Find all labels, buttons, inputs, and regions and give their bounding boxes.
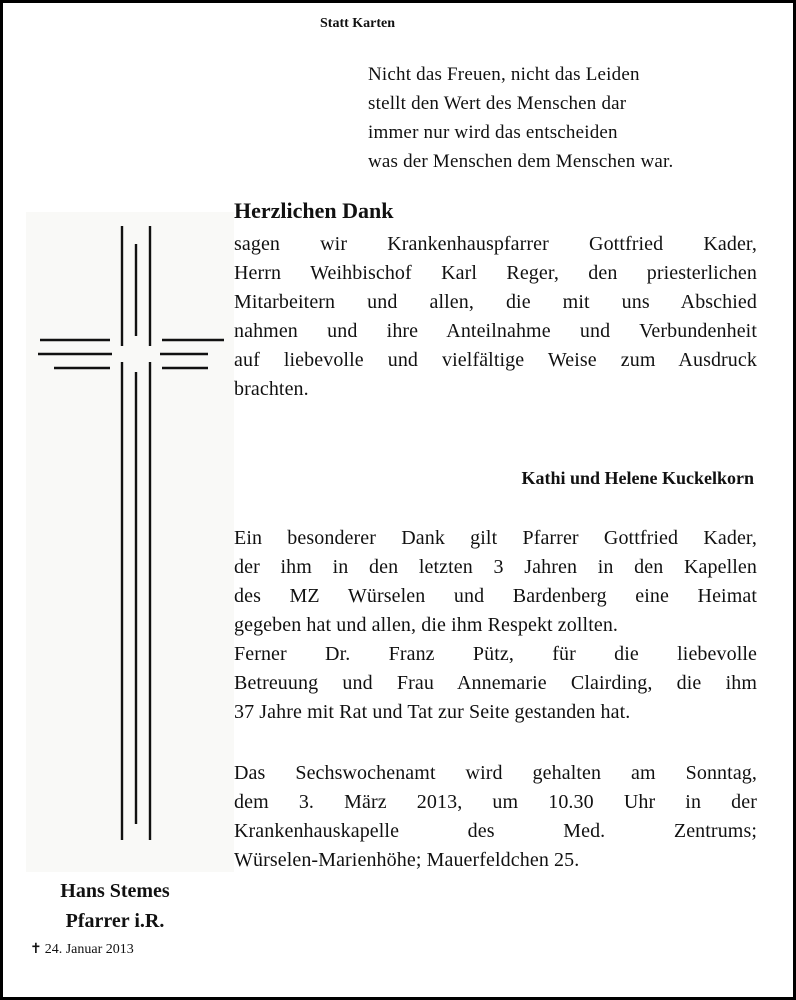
poem-line: immer nur wird das entscheiden xyxy=(368,122,618,143)
text-line: Betreuung und Frau Annemarie Clairding, die ihm xyxy=(234,672,757,694)
text-line: der ihm in den letzten 3 Jahren in den Kapellen xyxy=(234,556,757,578)
header-note: Statt Karten xyxy=(320,16,396,31)
text-line: 37 Jahre mit Rat und Tat zur Seite gestanden hat. xyxy=(234,701,631,723)
text-line: Krankenhauskapelle des Med. Zentrums; xyxy=(234,820,757,842)
special-thanks-paragraph xyxy=(234,524,757,727)
text-line: Herrn Weihbischof Karl Reger, den priesterlichen xyxy=(234,262,757,284)
poem-line: was der Menschen dem Menschen war. xyxy=(368,151,674,172)
deceased-title: Pfarrer i.R. xyxy=(65,910,165,932)
poem-line: Nicht das Freuen, nicht das Leiden xyxy=(368,64,640,85)
text-line: Ein besonderer Dank gilt Pfarrer Gottfried Kader, xyxy=(234,527,757,549)
thanks-paragraph xyxy=(234,230,757,404)
text-line: dem 3. März 2013, um 10.30 Uhr in der xyxy=(234,791,757,813)
text-line: Würselen-Marienhöhe; Mauerfeldchen 25. xyxy=(234,849,580,871)
death-date: 24. Januar 2013 xyxy=(44,942,134,957)
deceased-name: Hans Stemes xyxy=(60,880,170,902)
text-line: brachten. xyxy=(234,378,309,400)
text-line: auf liebevolle und vielfältige Weise zum Ausdruck xyxy=(234,349,757,371)
service-paragraph xyxy=(234,759,757,875)
family-signature: Kathi und Helene Kuckelkorn xyxy=(521,468,754,488)
death-date-line xyxy=(30,941,134,958)
poem xyxy=(368,60,673,176)
text-line: nahmen und ihre Anteilnahme und Verbundenheit xyxy=(234,320,757,342)
text-line: Ferner Dr. Franz Pütz, für die liebevolle xyxy=(234,643,757,665)
text-line: Mitarbeitern und allen, die mit uns Abschied xyxy=(234,291,757,313)
text-line: Das Sechswochenamt wird gehalten am Sonntag, xyxy=(234,762,757,784)
text-line: des MZ Würselen und Bardenberg eine Heimat xyxy=(234,585,757,607)
text-line: sagen wir Krankenhauspfarrer Gottfried Kader, xyxy=(234,233,757,255)
thanks-heading: Herzlichen Dank xyxy=(234,198,394,223)
poem-line: stellt den Wert des Menschen dar xyxy=(368,93,627,114)
cross-icon xyxy=(26,212,234,872)
death-cross-icon: ✝ xyxy=(30,942,42,957)
text-line: gegeben hat und allen, die ihm Respekt zollten. xyxy=(234,614,619,636)
